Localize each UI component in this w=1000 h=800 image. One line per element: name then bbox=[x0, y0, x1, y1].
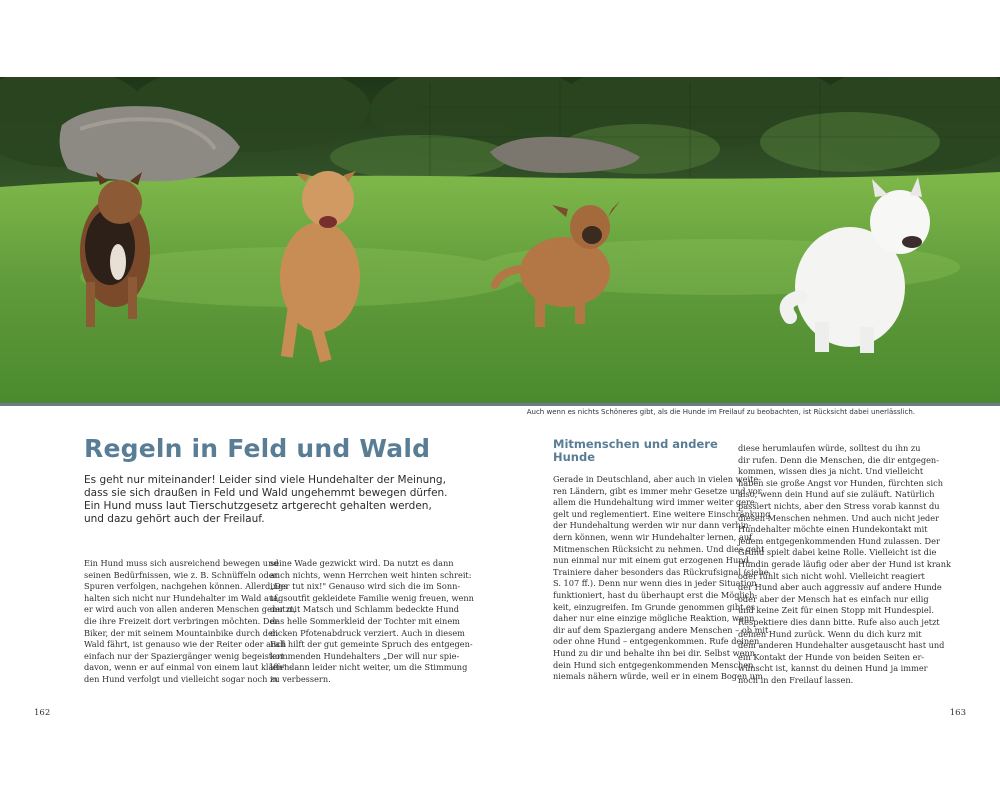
text-line: Grund spielt dabei keine Rolle. Vielleicht ist die bbox=[738, 547, 937, 558]
text-line: halten sich nicht nur Hundehalter im Wald auf, bbox=[84, 592, 280, 603]
text-line: Gerade in Deutschland, aber auch in vielen weite- bbox=[553, 474, 762, 484]
page-number-left: 162 bbox=[34, 708, 51, 718]
text-line: dern können, wenn wir Hundehalter lernen, auf bbox=[553, 531, 753, 542]
text-line: dir auf dem Spaziergang andere Menschen – ob mit bbox=[553, 624, 769, 635]
lead-line: Es geht nur miteinander! Leider sind viele Hundehalter der Meinung, bbox=[84, 474, 446, 486]
text-line: tagsoutfit gekleidete Familie wenig freuen, wenn bbox=[270, 592, 474, 603]
section-heading-line: Mitmenschen und andere bbox=[553, 437, 718, 451]
text-line: keit, einzugreifen. Im Grunde genommen gibt es bbox=[553, 601, 756, 612]
text-line: die ihre Freizeit dort verbringen möchten. Der bbox=[84, 615, 279, 626]
text-line: Hundehalter möchte einen Hundekontakt mit bbox=[738, 524, 928, 535]
text-line: kommen, wissen dies ja nicht. Und vielleicht bbox=[738, 466, 924, 477]
text-line: funktioniert, hast du überhaupt erst die Möglich- bbox=[553, 589, 758, 600]
divider-rule bbox=[0, 403, 1000, 406]
body-column-3 bbox=[553, 474, 771, 683]
text-line: dir rufen. Denn die Menschen, die dir entgegen- bbox=[738, 454, 939, 465]
text-line: und keine Zeit für einen Stopp mit Hundespiel. bbox=[738, 605, 934, 616]
body-column-2 bbox=[270, 558, 474, 686]
text-line: deinen Hund zurück. Wenn du dich kurz mit bbox=[738, 628, 922, 639]
text-line: diesen Menschen nehmen. Und auch nicht jeder bbox=[738, 512, 940, 523]
page-title: Regeln in Feld und Wald bbox=[84, 434, 431, 463]
photo-caption: Auch wenn es nichts Schöneres gibt, als die Hunde im Freilauf zu beobachten, ist Rücksicht dabei unerlässlich. bbox=[526, 408, 915, 416]
text-line: auch nichts, wenn Herrchen weit hinten schreit: bbox=[270, 569, 472, 580]
text-line: niemals nähern würde, weil er in einem Bogen um bbox=[553, 671, 763, 682]
text-line: S. 107 ff.). Denn nur wenn dies in jeder Situation bbox=[553, 578, 757, 589]
text-line: wünscht ist, kannst du deinen Hund ja immer bbox=[738, 663, 928, 674]
text-line: oder aber der Mensch hat es einfach nur eilig bbox=[738, 593, 929, 604]
text-line: er wird auch von allen anderen Menschen genutzt, bbox=[84, 604, 296, 615]
text-line: kommenden Hundehalters „Der will nur spie- bbox=[270, 650, 460, 661]
text-line: jedem entgegenkommenden Hund zulassen. Der bbox=[738, 535, 940, 546]
lead-paragraph bbox=[84, 474, 448, 526]
text-line: davon, wenn er auf einmal von einem laut kläffen- bbox=[84, 662, 293, 673]
text-line: dem anderen Hundehalter ausgetauscht hast und bbox=[738, 640, 945, 651]
text-line: also, wenn dein Hund auf sie zuläuft. Natürlich bbox=[738, 489, 935, 500]
text-line: allem die Hundehaltung wird immer weiter gere- bbox=[553, 497, 758, 508]
text-line: „Der tut nix!" Genauso wird sich die im Sonn- bbox=[270, 581, 461, 592]
text-line: ein Kontakt der Hunde von beiden Seiten er- bbox=[738, 651, 925, 662]
text-line: diese herumlaufen würde, solltest du ihn zu bbox=[738, 443, 921, 453]
text-line: seinen Bedürfnissen, wie z. B. Schnüffeln oder bbox=[84, 569, 278, 580]
text-line: das helle Sommerkleid der Tochter mit einem bbox=[270, 615, 460, 626]
text-line: Hündin gerade läufig oder aber der Hund ist krank bbox=[738, 558, 951, 569]
text-line: den Hund verfolgt und vielleicht sogar noch in bbox=[84, 673, 278, 684]
text-line: nun einmal nur mit einem gut erzogenen Hund. bbox=[553, 555, 752, 566]
text-line: Hund zu dir und behalte ihn bei dir. Selbst wenn bbox=[553, 647, 756, 658]
text-line: Mitmenschen Rücksicht zu nehmen. Und dies geht bbox=[553, 543, 765, 554]
text-line: Respektiere dies dann bitte. Rufe also auch jetzt bbox=[738, 616, 940, 627]
section-heading-line: Hunde bbox=[553, 450, 596, 464]
text-line: gelt und reglementiert. Eine weitere Einschränkung bbox=[553, 508, 771, 519]
text-line: einfach nur der Spaziergänger wenig begeistert bbox=[84, 650, 285, 661]
text-line: der Hundehaltung werden wir nur dann verhin- bbox=[553, 520, 752, 531]
lead-line: dass sie sich draußen in Feld und Wald ungehemmt bewegen dürfen. bbox=[84, 487, 448, 499]
text-line: passiert nichts, aber den Stress vorab kannst du bbox=[738, 500, 940, 511]
text-line: Trainiere daher besonders das Rückrufsignal (siehe bbox=[553, 566, 769, 577]
text-line: zu verbessern. bbox=[270, 673, 331, 684]
text-line: noch in den Freilauf lassen. bbox=[738, 674, 854, 685]
text-line: Ein Hund muss sich ausreichend bewegen und bbox=[84, 558, 279, 568]
text-line: ren Ländern, gibt es immer mehr Gesetze und vor bbox=[553, 485, 762, 496]
lead-line: und dazu gehört auch der Freilauf. bbox=[84, 513, 265, 525]
text-line: haben sie große Angst vor Hunden, fürchten sich bbox=[738, 477, 943, 488]
text-line: dicken Pfotenabdruck verziert. Auch in diesem bbox=[270, 627, 465, 638]
text-line: Fall hilft der gut gemeinte Spruch des entgegen- bbox=[270, 639, 473, 650]
text-line: oder fühlt sich nicht wohl. Vielleicht reagiert bbox=[738, 570, 925, 581]
text-line: Spuren verfolgen, nachgehen können. Allerdings bbox=[84, 581, 288, 592]
text-line: oder ohne Hund – entgegenkommen. Rufe deinen bbox=[553, 636, 760, 647]
text-line: dein Hund sich entgegenkommenden Menschen bbox=[553, 659, 754, 670]
text-line: der mit Matsch und Schlamm bedeckte Hund bbox=[270, 604, 459, 615]
text-line: len" dann leider nicht weiter, um die Stimmung bbox=[270, 662, 468, 673]
text-line: der Hund aber auch aggressiv auf andere Hunde bbox=[738, 582, 942, 593]
text-line: Biker, der mit seinem Mountainbike durch den bbox=[84, 627, 279, 638]
page-number-right: 163 bbox=[949, 708, 966, 718]
body-column-4 bbox=[738, 443, 951, 686]
section-heading bbox=[553, 438, 733, 464]
body-column-1 bbox=[84, 558, 296, 686]
text-line: seine Wade gezwickt wird. Da nutzt es dann bbox=[270, 558, 454, 568]
text-line: Wald fährt, ist genauso wie der Reiter oder auch bbox=[84, 639, 287, 650]
meadow-dogs-image bbox=[0, 77, 1000, 403]
lead-line: Ein Hund muss laut Tierschutzgesetz artgerecht gehalten werden, bbox=[84, 500, 432, 512]
dog-photo bbox=[0, 77, 1000, 403]
text-line: daher nur eine einzige mögliche Reaktion, wenn bbox=[553, 613, 755, 624]
